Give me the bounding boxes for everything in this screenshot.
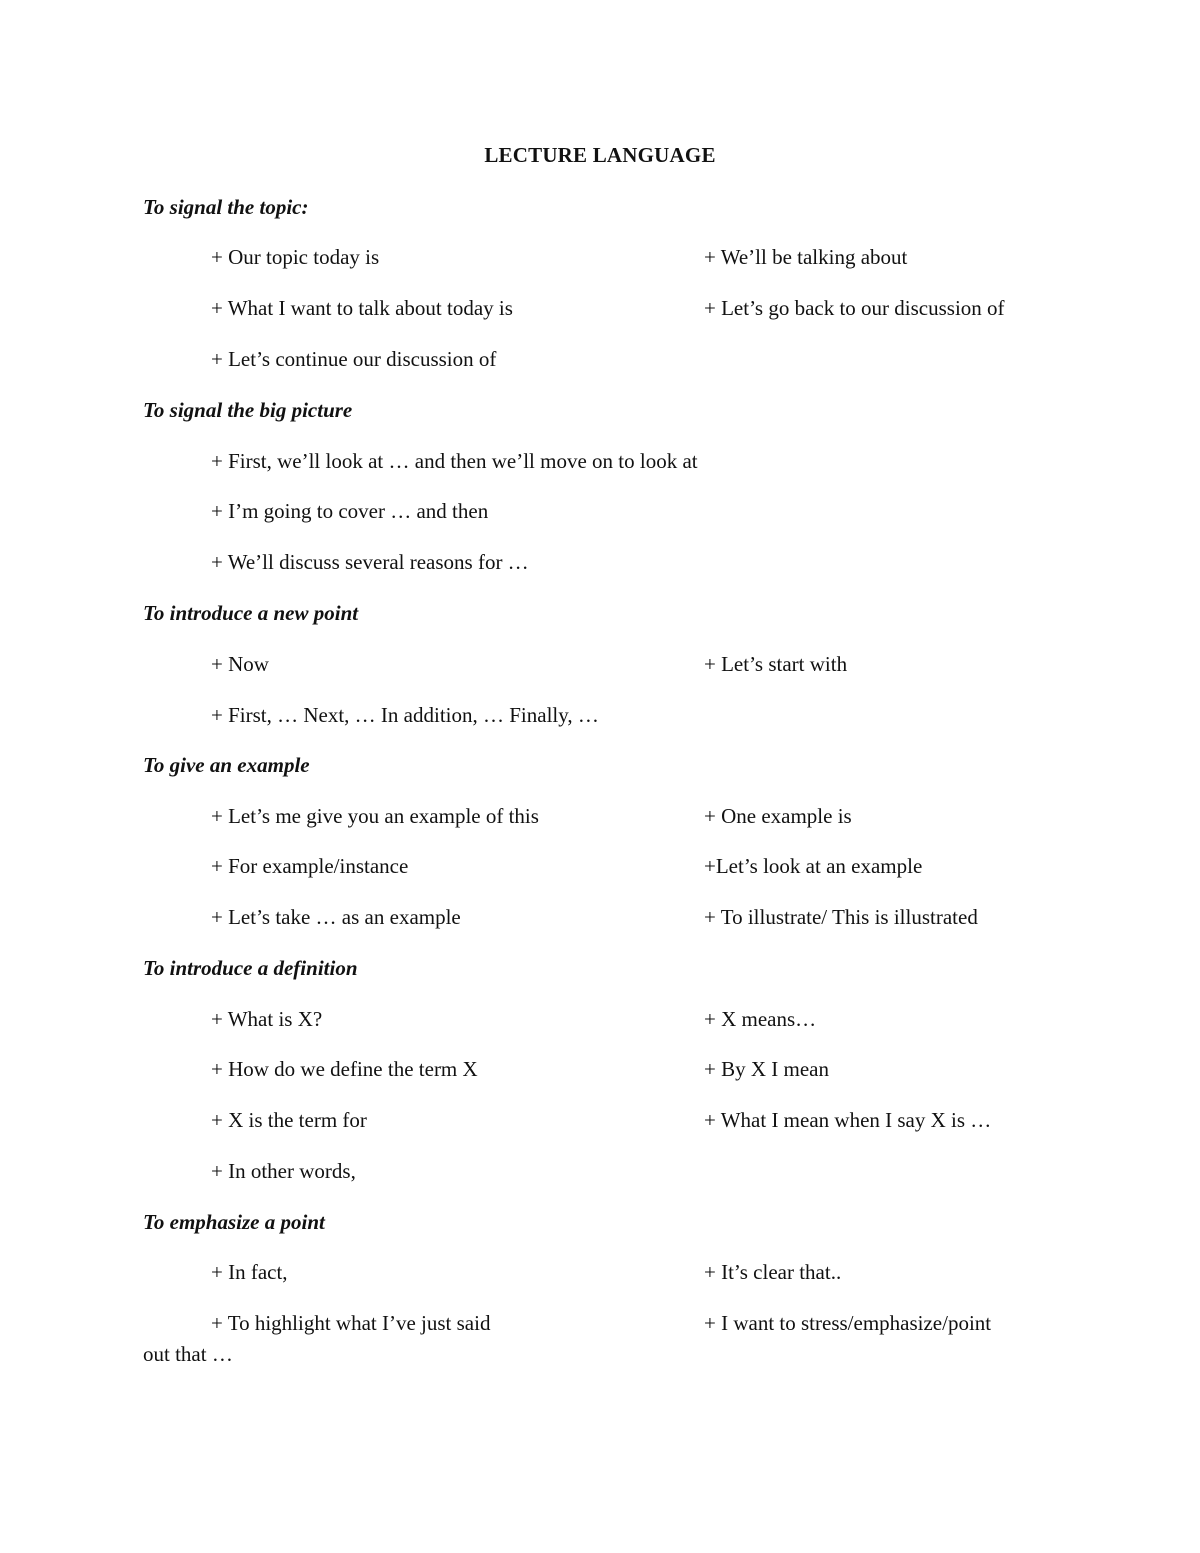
list-item: + I’m going to cover … and then (211, 499, 489, 523)
list-item: + What I mean when I say X is … (704, 1108, 992, 1132)
list-item: + X is the term for (211, 1108, 367, 1132)
list-item: + Let’s me give you an example of this (211, 804, 539, 828)
list-item: + Let’s take … as an example (211, 905, 461, 929)
list-item: + Now (211, 652, 269, 676)
list-item: + We’ll be talking about (704, 245, 908, 269)
section-heading-topic: To signal the topic: (143, 195, 309, 219)
list-item: + In other words, (211, 1159, 356, 1183)
list-item: + To highlight what I’ve just said (211, 1311, 491, 1335)
list-item: + What is X? (211, 1007, 323, 1031)
list-item: +Let’s look at an example (704, 854, 923, 878)
list-item: + One example is (704, 804, 852, 828)
section-heading-new-point: To introduce a new point (143, 601, 359, 625)
list-item: + First, … Next, … In addition, … Finally, … (211, 703, 599, 727)
list-item: + By X I mean (704, 1057, 829, 1081)
list-item: + We’ll discuss several reasons for … (211, 550, 529, 574)
list-item: + For example/instance (211, 854, 409, 878)
section-heading-emphasize: To emphasize a point (143, 1210, 325, 1234)
list-item: + I want to stress/emphasize/point (704, 1311, 992, 1335)
list-item: + In fact, (211, 1260, 288, 1284)
list-item: + Let’s go back to our discussion of (704, 296, 1005, 320)
list-item: + To illustrate/ This is illustrated (704, 905, 978, 929)
section-heading-definition: To introduce a definition (143, 956, 358, 980)
list-item: + Our topic today is (211, 245, 380, 269)
list-item: + It’s clear that.. (704, 1260, 842, 1284)
list-item: + Let’s continue our discussion of (211, 347, 497, 371)
page-title: LECTURE LANGUAGE (484, 143, 716, 167)
list-item: + Let’s start with (704, 652, 848, 676)
section-heading-big-picture: To signal the big picture (143, 398, 353, 422)
list-item: + What I want to talk about today is (211, 296, 513, 320)
list-item-continuation: out that … (143, 1342, 233, 1366)
section-heading-example: To give an example (143, 753, 310, 777)
list-item: + X means… (704, 1007, 817, 1031)
list-item: + How do we define the term X (211, 1057, 478, 1081)
list-item: + First, we’ll look at … and then we’ll move on to look at (211, 449, 698, 473)
